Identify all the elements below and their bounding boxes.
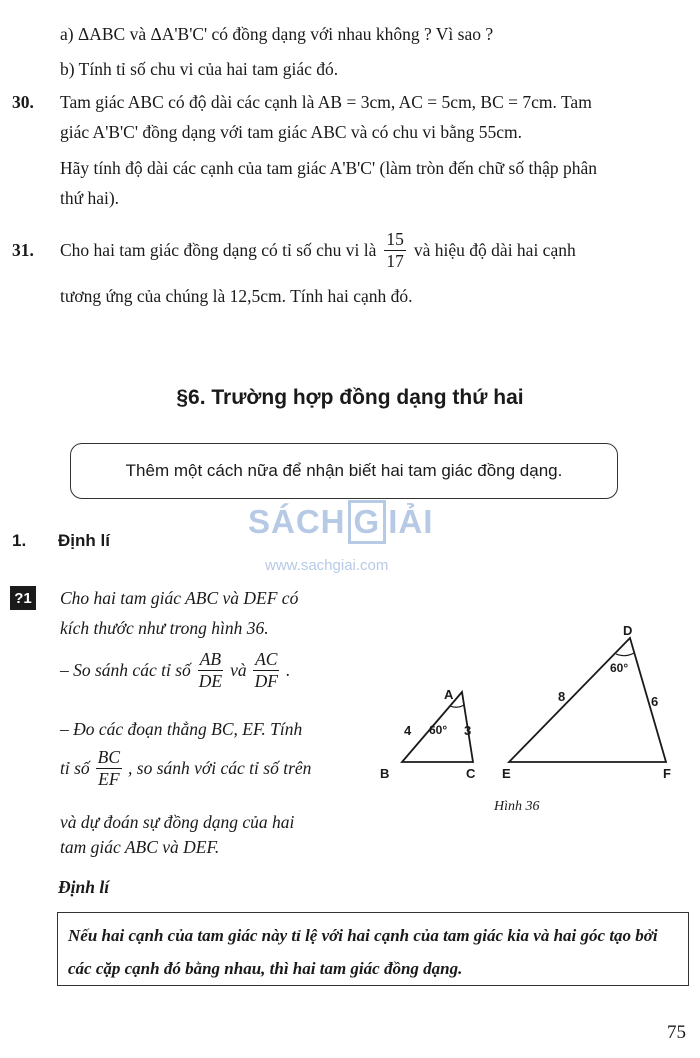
question-1-line-1: Cho hai tam giác ABC và DEF có: [60, 588, 299, 608]
angle-a-arc: [450, 705, 464, 707]
watermark-logo-icon: G: [348, 500, 387, 544]
fraction-ac-df: [253, 649, 280, 690]
part-1-title: Định lí: [58, 531, 110, 550]
question-1-line-4: – Đo các đoạn thẳng BC, EF. Tính: [60, 719, 303, 739]
fraction-de: DE: [198, 670, 223, 691]
exercise-29-part-a: a) ΔABC và ΔA'B'C' có đồng dạng với nhau không ? Vì sao ?: [60, 24, 494, 44]
ratio-fraction: [384, 229, 406, 270]
fraction-ac: AC: [255, 649, 278, 670]
question-1-line-6: và dự đoán sự đồng dạng của hai: [60, 812, 295, 832]
question-1-line-3: [60, 642, 290, 698]
fraction-ab: AB: [199, 649, 222, 670]
exercise-31-line-1: [60, 222, 576, 278]
page-number: 75: [667, 1022, 686, 1043]
label-b: B: [380, 766, 390, 781]
label-angle-d: 60°: [610, 661, 629, 675]
watermark-brand-right: IẢI: [388, 503, 434, 540]
exercise-31-text-post: và hiệu độ dài hai cạnh: [413, 239, 576, 260]
exercise-30-line-1: Tam giác ABC có độ dài các cạnh là AB = 3cm, AC = 5cm, BC = 7cm. Tam: [60, 92, 592, 112]
label-a: A: [444, 687, 454, 702]
label-d: D: [623, 623, 633, 638]
theorem-label: Định lí: [58, 877, 110, 897]
exercise-30-line-3: Hãy tính độ dài các cạnh của tam giác A'B'C' (làm tròn đến chữ số thập phân: [60, 158, 597, 178]
section-intro-text: Thêm một cách nữa để nhận biết hai tam giác đồng dạng.: [125, 461, 563, 480]
section-intro-box: [70, 443, 618, 499]
figure-36: [370, 610, 700, 835]
question-1-line-5: [60, 740, 311, 796]
q1-period: .: [285, 659, 291, 680]
fraction-bc: BC: [97, 747, 121, 768]
q1-compare-text: – So sánh các tỉ số: [60, 659, 191, 680]
fraction-bc-ef: [96, 747, 122, 788]
exercise-30-line-4: thứ hai).: [60, 188, 120, 208]
theorem-box: [57, 912, 689, 986]
watermark-url: www.sachgiai.com: [265, 557, 389, 574]
label-e: E: [502, 766, 511, 781]
part-1-number: 1.: [12, 531, 27, 550]
label-ab-length: 4: [404, 723, 412, 738]
exercise-29-part-b: b) Tính tỉ số chu vi của hai tam giác đó.: [60, 59, 339, 79]
exercise-31-text-pre: Cho hai tam giác đồng dạng có tỉ số chu vi là: [60, 239, 377, 260]
label-f: F: [663, 766, 671, 781]
q1-and-text: và: [230, 659, 247, 680]
exercise-30-number: 30.: [12, 92, 34, 112]
ratio-denominator: 17: [386, 250, 404, 271]
question-1-line-7: tam giác ABC và DEF.: [60, 837, 220, 857]
question-1-line-2: kích thước như trong hình 36.: [60, 618, 269, 638]
triangle-def: [509, 638, 666, 762]
fraction-ef: EF: [98, 768, 120, 789]
exercise-30-line-2: giác A'B'C' đồng dạng với tam giác ABC và có chu vi bằng 55cm.: [60, 122, 522, 142]
watermark-brand: [248, 500, 433, 544]
label-de-length: 8: [558, 689, 566, 704]
q1-ratio-text: tỉ số: [60, 757, 90, 778]
ratio-numerator: 15: [386, 229, 404, 250]
figure-caption: Hình 36: [494, 799, 540, 814]
label-ac-length: 3: [464, 723, 472, 738]
exercise-31-number: 31.: [12, 240, 34, 260]
section-title: §6. Trường hợp đồng dạng thứ hai: [176, 386, 524, 409]
label-df-length: 6: [651, 694, 659, 709]
angle-d-arc: [616, 653, 634, 656]
fraction-df: DF: [254, 670, 278, 691]
fraction-ab-de: [197, 649, 224, 690]
label-angle-a: 60°: [429, 723, 448, 737]
exercise-31-line-2: tương ứng của chúng là 12,5cm. Tính hai cạnh đó.: [60, 286, 413, 306]
watermark-brand-left: SÁCH: [248, 503, 346, 540]
label-c: C: [466, 766, 476, 781]
q1-compare-rest: , so sánh với các tỉ số trên: [128, 757, 312, 778]
question-1-badge: ?1: [10, 586, 36, 610]
theorem-text: Nếu hai cạnh của tam giác này tỉ lệ với hai cạnh của tam giác kia và hai góc tạo bởi các cặp cạnh đó bằng nhau, thì hai tam giác đồng dạng.: [68, 926, 658, 978]
